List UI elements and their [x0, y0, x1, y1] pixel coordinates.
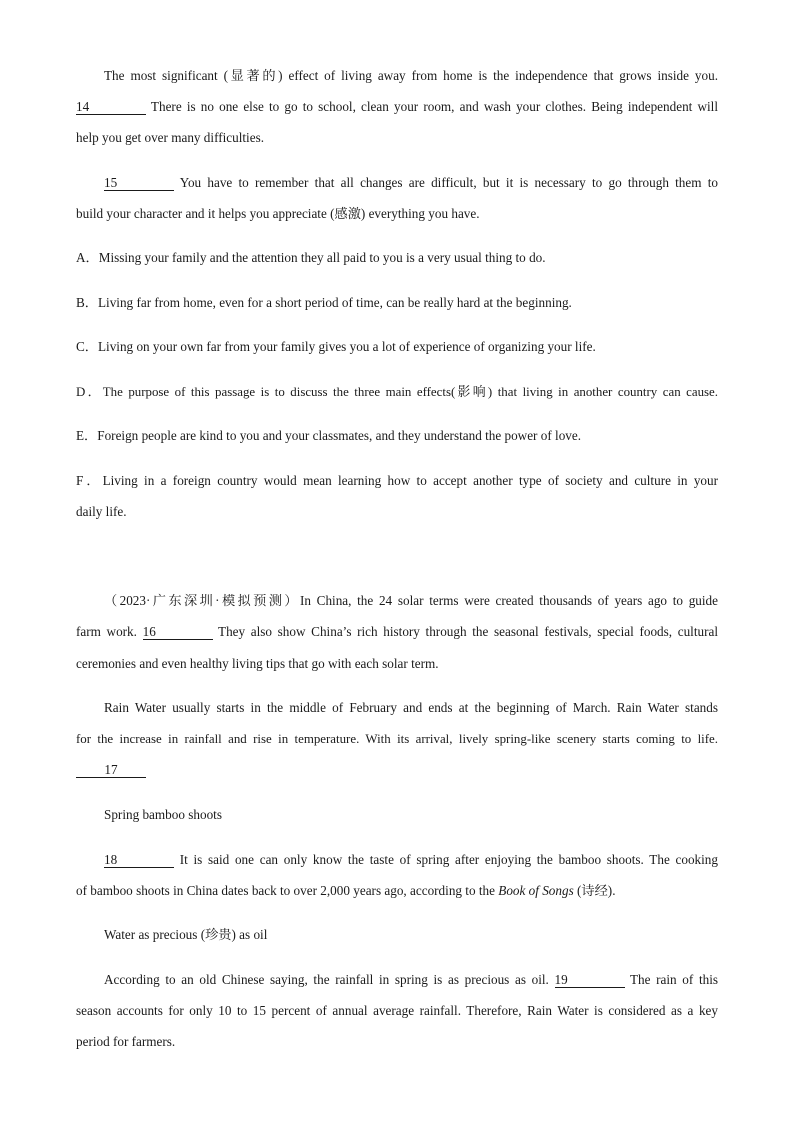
para5-text: of bamboo shoots in China dates back to over 2,000 years ago, according to the [76, 883, 495, 898]
option-text: Foreign people are kind to you and your classmates, and they understand the power of love. [97, 428, 582, 443]
para3-line3 [76, 656, 439, 672]
para5-line1 [104, 852, 718, 868]
para6-text: season accounts for only 10 to 15 percent of annual average rainfall. Therefore, Rain Water is considered as a key [76, 1003, 718, 1018]
blank-16[interactable]: 16 [143, 625, 213, 640]
para6-line2 [76, 1003, 718, 1019]
para6-text: period for farmers. [76, 1034, 176, 1049]
option-letter: F． [76, 473, 103, 488]
option-letter: B． [76, 295, 98, 310]
option-letter: C． [76, 339, 98, 354]
para4-line3 [76, 762, 146, 778]
option-f[interactable] [76, 473, 718, 489]
option-text: Living on your own far from your family gives you a lot of experience of organizing your life. [97, 339, 596, 354]
blank-18[interactable]: 18 [104, 853, 174, 868]
option-letter: D． [76, 385, 103, 399]
option-text: daily life. [76, 504, 127, 519]
option-f-line2 [76, 504, 127, 520]
para3-text: farm work. [76, 624, 137, 639]
blank-15[interactable]: 15 [104, 176, 174, 191]
para3-line1 [104, 593, 718, 609]
para1-line1 [104, 68, 718, 84]
para3-text: ceremonies and even healthy living tips that go with each solar term. [76, 656, 439, 671]
blank-17[interactable]: 17 [76, 763, 146, 778]
para1-text: There is no one else to go to school, clean your room, and wash your clothes. Being independent will [150, 99, 718, 114]
blank-19[interactable]: 19 [555, 973, 625, 988]
option-e[interactable] [76, 428, 581, 444]
para1-text: help you get over many difficulties. [76, 130, 264, 145]
para6-line3 [76, 1034, 175, 1050]
para1-line3 [76, 130, 264, 146]
book-title: Book of Songs [498, 883, 574, 898]
para4-text: for the increase in rainfall and rise in temperature. With its arrival, lively spring-like scenery starts coming to life. [76, 732, 718, 746]
option-d[interactable] [76, 384, 718, 400]
para2-line2 [76, 206, 480, 222]
option-letter: E． [76, 428, 98, 443]
option-letter: A． [76, 250, 99, 265]
para1-text: The most significant (显著的) effect of living away from home is the independence that grows inside you. [104, 68, 718, 83]
para2-line1 [104, 175, 718, 191]
subheading-text: Spring bamboo shoots [104, 807, 222, 822]
para5-text: It is said one can only know the taste of spring after enjoying the bamboo shoots. The cooking [179, 852, 718, 867]
para3-text: They also show China’s rich history through the seasonal festivals, special foods, cultural [218, 624, 719, 639]
para5-text: (诗经). [577, 883, 616, 898]
subheading-bamboo [104, 807, 222, 823]
option-c[interactable] [76, 339, 596, 355]
para3-line2 [76, 624, 718, 640]
subheading-water [104, 927, 267, 943]
para3-text: In China, the 24 solar terms were created thousands of years ago to guide [299, 593, 718, 608]
para6-text: According to an old Chinese saying, the rainfall in spring is as precious as oil. [104, 972, 549, 987]
para4-line1 [104, 700, 718, 716]
option-text: The purpose of this passage is to discuss the three main effects(影响) that living in another country can cause. [102, 385, 718, 399]
source-tag: （2023·广东深圳·模拟预测） [104, 593, 300, 608]
para5-line2 [76, 883, 616, 899]
para6-text: The rain of this [629, 972, 718, 987]
option-text: Living far from home, even for a short period of time, can be really hard at the beginning. [97, 295, 572, 310]
subheading-text: Water as precious (珍贵) as oil [104, 927, 268, 942]
option-text: Missing your family and the attention they all paid to you is a very usual thing to do. [98, 250, 546, 265]
para4-text: Rain Water usually starts in the middle of February and ends at the beginning of March. Rain Water stands [104, 700, 718, 715]
option-text: Living in a foreign country would mean learning how to accept another type of society and culture in your [102, 473, 719, 488]
para6-line1 [104, 972, 718, 988]
para1-line2 [76, 99, 718, 115]
blank-14[interactable]: 14 [76, 100, 146, 115]
para2-text: You have to remember that all changes are difficult, but it is necessary to go through them to [179, 175, 719, 190]
para4-line2 [76, 731, 718, 747]
option-b[interactable] [76, 295, 572, 311]
para2-text: build your character and it helps you appreciate (感激) everything you have. [76, 206, 480, 221]
option-a[interactable] [76, 250, 546, 266]
